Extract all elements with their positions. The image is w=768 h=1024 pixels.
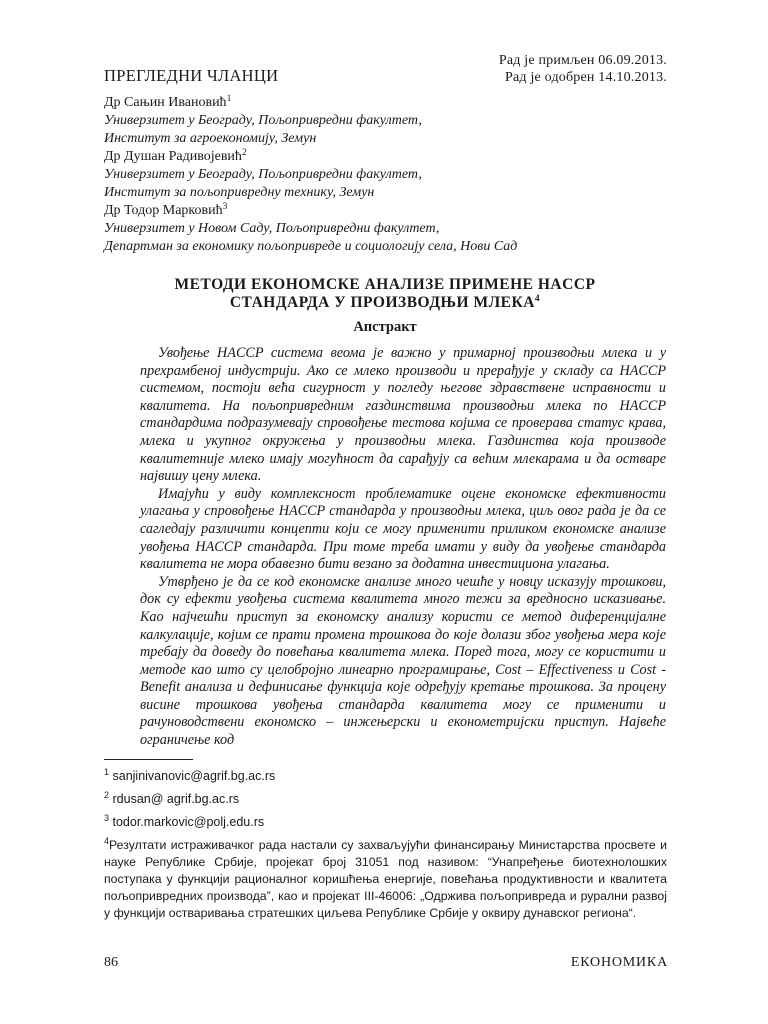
abstract-body bbox=[140, 345, 666, 750]
footnote-separator bbox=[104, 759, 193, 760]
section-label: ПРЕГЛЕДНИ ЧЛАНЦИ bbox=[104, 66, 279, 85]
abstract-paragraph: Увођење HACCP система веома је важно у примарној производњи млека и у прехрамбеној индустрији. Ако се млеко производи и прерађује у складу са HACCP системом, постоји већа сигурност у погледу његове здравствене исправности и квалитета. На пољопривредним газдинствима производњи млека по HACCP стандардима подразумевају спровођење тестова којима се проверава статус крава, млека и укупног окружења у производњи млека. Газдинства која производе квалитетније млеко имају могућност да сарађују са већим млекарама и да остваре највишу цену млека. bbox=[140, 345, 666, 485]
author-affiliation: Универзитет у Новом Саду, Пољопривредни факултет, bbox=[104, 221, 440, 236]
author-name: Др Сањин Ивановић$^1$ bbox=[104, 94, 232, 110]
author-footnote-marker: 2 bbox=[241, 148, 247, 158]
footnote-email: $^1$ sanjinivanovic@agrif.bg.ac.rs bbox=[104, 767, 276, 783]
received-date: Рад је примљен 06.09.2013. bbox=[498, 53, 667, 68]
abstract-paragraph: Утврђено је да се код економске анализе много чешће у новцу исказују трошкови, док су ефекти увођења система квалитета много тежи за вредносно исказивање. Као најчешћи приступ за економску анализу користи се метод диференцијалне калкулације, којим се прати промена трошкова до које долази због увођења мера које требају да доведу до повећања квалитета млека. Поред тога, могу се користити и методе као што су целобројно линеарно програмирање, Cost – Effectiveness и Cost - Benefit анализа и дефинисање функција које одређују кретање трошкова. За процену висине трошкова увођења стандарда квалитета могу се применити и рачуноводствени економско – инжењерски и економетријски приступ. Највеће ограничење код bbox=[140, 573, 666, 749]
footnote-email: $^2$ rdusan@ agrif.bg.ac.rs bbox=[104, 790, 240, 806]
author-affiliation: Департман за економику пољопривреде и социологију села, Нови Сад bbox=[104, 239, 518, 254]
author-name: Др Тодор Марковић$^3$ bbox=[104, 202, 228, 218]
journal-name: ЕКОНОМИКА bbox=[570, 955, 668, 970]
paper-title bbox=[104, 276, 666, 312]
abstract-paragraph: Имајући у виду комплексност проблематике оцене економске ефективности улагања у спровођење HACCP стандарда у производњи млека, циљ овог рада је да се сагледају различити концепти који се могу применити приликом економске анализе увођења HACCP стандарда. При томе треба имати у виду да увођење стандарда квалитета не мора обавезно бити везано за додатна инвестициона улагања. bbox=[140, 485, 666, 573]
author-entry bbox=[104, 148, 684, 202]
author-entry bbox=[104, 202, 684, 256]
author-footnote-marker: 1 bbox=[226, 94, 232, 104]
author-block bbox=[104, 94, 684, 256]
accepted-date: Рад је одобрен 14.10.2013. bbox=[505, 70, 667, 85]
submission-dates bbox=[499, 52, 667, 86]
title-line: МЕТОДИ ЕКОНОМСКЕ АНАЛИЗЕ ПРИМЕНЕ HACCP bbox=[174, 276, 596, 293]
author-entry bbox=[104, 94, 684, 148]
abstract-heading: Апстракт bbox=[353, 319, 417, 335]
footnote-email: $^3$ todor.markovic@polj.edu.rs bbox=[104, 813, 265, 829]
author-affiliation: Универзитет у Београду, Пољопривредни факултет, bbox=[104, 113, 422, 128]
title-line: СТАНДАРДА У ПРОИЗВОДЊИ МЛЕКА$^4$ bbox=[229, 294, 541, 311]
author-name: Др Душан Радивојевић$^2$ bbox=[104, 148, 247, 164]
author-affiliation: Универзитет у Београду, Пољопривредни факултет, bbox=[104, 167, 422, 182]
footnote-funding: $^4$Резултати истраживачког рада настали су захваљујући финансирању Министарства просвете и науке Републике Србије, пројекат број 31051 под називом: “Унапређење биотехнолошких поступака у функцији рационалног коришћења енергије, повећања продуктивности и квалитета пољопривредних производа”, као и пројекат III-46006: „Одржива пољопривреда и рурални развој у функцији остваривања стратешких циљева Републике Србије у оквиру дунавског региона“. bbox=[104, 836, 667, 920]
author-affiliation: Институт за пољопривредну технику, Земун bbox=[104, 185, 375, 200]
title-footnote-marker: 4 bbox=[534, 294, 541, 304]
author-footnote-marker: 3 bbox=[222, 202, 228, 212]
author-affiliation: Институт за агроекономију, Земун bbox=[104, 131, 317, 146]
footnotes bbox=[104, 768, 667, 929]
page-number: 86 bbox=[104, 955, 118, 970]
